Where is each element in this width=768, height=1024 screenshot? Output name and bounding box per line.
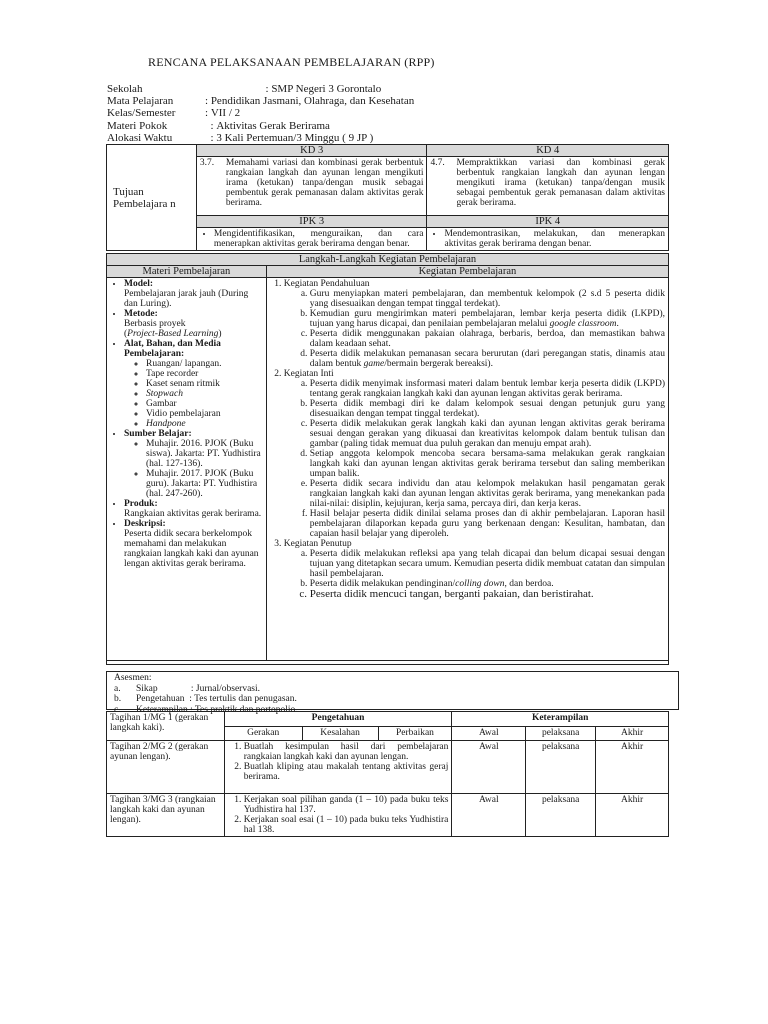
cell-awal: Awal: [452, 741, 526, 794]
identity-block: [107, 83, 414, 144]
penutup-item: b. Peserta didik melakukan pendinginan/colling down, dan berdoa.: [310, 579, 665, 589]
inti-item: e. Peserta didik secara individu dan atau kelompok melakukan hasil pengamatan gerak rangkaian langkah kaki dan ayunan lengan aktivitas gerak berirama, yang menekankan pada nilai-nilai: disiplin, kejujuran, kerja sama, percaya diri, dan kerja keras.: [310, 479, 665, 509]
cell-pelaksana: pelaksana: [526, 741, 596, 794]
tagihan-table: [106, 711, 669, 837]
sub-header-awal: Awal: [452, 726, 526, 741]
sub-header-akhir: Akhir: [596, 726, 669, 741]
materi-alat: • Alat, Bahan, dan Media Pembelajaran: ◦ Ruangan/ lapangan. ◦ Tape recorder ◦ Kaset senam ritmik ◦ Stopwach ◦ Gambar ◦ Vidio pembelajaran ◦ Handpone: [124, 339, 263, 429]
alat-item: ◦ Gambar: [146, 399, 263, 409]
kegiatan-list: [270, 279, 665, 599]
info-row-alokasi: Alokasi Waktu : 3 Kali Pertemuan/3 Minggu ( 9 JP ): [107, 131, 374, 144]
kegiatan-penutup: 3. Kegiatan Penutup a. Peserta didik melakukan refleksi apa yang telah dicapai dan belum dicapai sesuai dengan tujuan yang ditetapkan secara umum. Kemudian peserta didik membuat catatan dan simpulan hasil pembelajaran. b. Peserta didik melakukan pendinginan/colling down, dan berdoa. c. Peserta didik mencuci tangan, berganti pakaian, dan beristirahat.: [284, 539, 665, 599]
tagihan-row-label: Tagihan 1/MG 1 (gerakan langkah kaki).: [107, 712, 225, 741]
cell-awal: Awal: [452, 794, 526, 837]
sub-header-perbaikan: Perbaikan: [378, 726, 452, 741]
inti-item: b. Peserta didik membagi diri ke dalam kelompok sesuai dengan petunjuk guru yang disesuaikan dengan tempat tinggal terdekat).: [310, 399, 665, 419]
tujuan-label: Tujuan Pembelajara n: [107, 145, 197, 251]
kegiatan-header: Kegiatan Pembelajaran: [266, 266, 668, 278]
kd3-header: KD 3: [196, 145, 427, 157]
kd4-header: KD 4: [427, 145, 669, 157]
langkah-table: [106, 253, 669, 665]
pendahuluan-item: b. Kemudian guru mengirimkan materi pembelajaran, lembar kerja peserta didik (LKPD), tujuan yang harus dicapai, dan penilaian pembelajaran melalui google classroom.: [310, 309, 665, 329]
penutup-item: c. Peserta didik mencuci tangan, berganti pakaian, dan beristirahat.: [310, 589, 665, 599]
inti-item: c. Peserta didik melakukan gerak langkah kaki dan ayunan lengan aktivitas gerak berirama sesuai dengan gerakan yang dikuasai dan kreativitas kelompok dalam bentuk tulisan dan gambar (paling tidak memuat dua puluh gerakan dan menuju empat arah).: [310, 419, 665, 449]
materi-sumber: • Sumber Belajar: ◦ Muhajir. 2016. PJOK (Buku siswa). Jakarta: PT. Yudhistira (hal. 127-136). ◦ Muhajir. 2017. PJOK (Buku guru). Jakarta: PT. Yudhistira (hal. 247-260).: [124, 429, 263, 499]
keterampilan-header: Keterampilan: [452, 712, 669, 727]
alat-item: ◦ Ruangan/ lapangan.: [146, 359, 263, 369]
sub-header-pelaksana: pelaksana: [526, 726, 596, 741]
ipk3-text: • Mengidentifikasikan, menguraikan, dan cara menerapkan aktivitas gerak berirama dengan benar.: [196, 228, 427, 251]
kegiatan-inti: 2. Kegiatan Inti a. Peserta didik menyimak insformasi materi dalam bentuk lembar kerja peserta didik (LKPD) tentang gerak rangkaian langkah kaki dan ayunan lengan aktivitas gerak berirama. b. Peserta didik membagi diri ke dalam kelompok sesuai dengan petunjuk guru yang disesuaikan dengan tempat tinggal terdekat). c. Peserta didik melakukan gerak langkah kaki dan ayunan lengan aktivitas gerak berirama sesuai dengan gerakan yang dikuasai dan kreativitas kelompok dalam bentuk tulisan dan gambar (paling tidak memuat dua puluh gerakan dan menuju empat arah). d. Setiap anggota kelompok mencoba secara bersama-sama melakukan gerak rangkaian langkah kaki dan ayunan lengan aktivitas gerak berirama tersebut dan saling memberikan umpan balik. e. Peserta didik secara individu dan atau kelompok melakukan hasil pengamatan gerak rangkaian langkah kaki dan ayunan lengan aktivitas gerak berirama, yang menekankan pada nilai-nilai: disiplin, kejujuran, kerja sama, percaya diri, dan kerja keras. f. Hasil belajar peserta didik dinilai selama proses dan di akhir pembelajaran. Laporan hasil pembelajaran dilaporkan kepada guru yang berkenaan dengan: Kesulitan, hambatan, dan capaian hasil belajar yang diperoleh.: [284, 369, 665, 539]
info-row-mapel: Mata Pelajaran : Pendidikan Jasmani, Olahraga, dan Kesehatan: [107, 95, 415, 108]
document-title: RENCANA PELAKSANAAN PEMBELAJARAN (RPP): [148, 55, 435, 69]
kegiatan-pendahuluan: 1. Kegiatan Pendahuluan a. Guru menyiapkan materi pembelajaran, dan membentuk kelompok (2 s.d 5 peserta didik yang disesuaikan dengan tempat tinggal terdekat). b. Kemudian guru mengirimkan materi pembelajaran, lembar kerja peserta didik (LKPD), tujuan yang harus dicapai, dan penilaian pembelajaran melalui google classroom. c. Peserta didik menggunakan pakaian olahraga, berbaris, berdoa, dan memastikan bahwa dalam keadaan sehat. d. Peserta didik melakukan pemanasan secara berurutan (dari peregangan statis, dinamis atau dalam bentuk game/bermain bergerak bereaksi).: [284, 279, 665, 369]
materi-cell: [107, 278, 267, 661]
pendahuluan-item: d. Peserta didik melakukan pemanasan secara berurutan (dari peregangan statis, dinamis atau dalam bentuk game/bermain bergerak bereaksi).: [310, 349, 665, 369]
tagihan-tasks: [224, 741, 452, 794]
alat-item: ◦ Stopwach: [146, 389, 263, 399]
pengetahuan-header: Pengetahuan: [224, 712, 452, 727]
info-row-sekolah: Sekolah : SMP Negeri 3 Gorontalo: [107, 83, 382, 95]
cell-pelaksana: pelaksana: [526, 794, 596, 837]
sumber-item: ◦ Muhajir. 2017. PJOK (Buku guru). Jakarta: PT. Yudhistira (hal. 247-260).: [146, 469, 263, 499]
penutup-item: a. Peserta didik melakukan refleksi apa yang telah dicapai dan belum dicapai sesuai dengan tujuan yang ditetapkan secara umum. Kemudian peserta didik membuat catatan dan simpulan hasil pembelajaran.: [310, 549, 665, 579]
sumber-item: ◦ Muhajir. 2016. PJOK (Buku siswa). Jakarta: PT. Yudhistira (hal. 127-136).: [146, 439, 263, 469]
asesmen-item: b. Pengetahuan : Tes tertulis dan penugasan.: [114, 694, 297, 704]
task-item: 2. Kerjakan soal esai (1 – 10) pada buku teks Yudhistira hal 138.: [244, 815, 449, 835]
tagihan-tasks: [224, 794, 452, 837]
task-item: 2. Buatlah kliping atau makalah tentang aktivitas geraj berirama.: [244, 762, 449, 782]
inti-item: f. Hasil belajar peserta didik dinilai selama proses dan di akhir pembelajaran. Laporan hasil pembelajaran dilaporkan kepada guru yang berkenaan dengan: Kesulitan, hambatan, dan capaian hasil belajar yang diperoleh.: [310, 509, 665, 539]
sub-header-gerakan: Gerakan: [224, 726, 302, 741]
kd4-text: 4.7. Mempraktikkan variasi dan kombinasi gerak berbentuk rangkaian langkah dan ayunan lengan mengikuti irama (ketukan) tanpa/dengan musik sebagai pembentuk gerak pemanasan dalam aktivitas gerak berirama.: [427, 157, 669, 216]
materi-header: Materi Pembelajaran: [107, 266, 267, 278]
ipk3-header: IPK 3: [196, 216, 427, 228]
pendahuluan-item: a. Guru menyiapkan materi pembelajaran, dan membentuk kelompok (2 s.d 5 peserta didik yang disesuaikan dengan tempat tinggal terdekat).: [310, 289, 665, 309]
inti-item: d. Setiap anggota kelompok mencoba secara bersama-sama melakukan gerak rangkaian langkah kaki dan ayunan lengan aktivitas gerak berirama tersebut dan saling memberikan umpan balik.: [310, 449, 665, 479]
ipk4-text: • Mendemontrasikan, melakukan, dan menerapkan aktivitas gerak berirama dengan benar.: [427, 228, 669, 251]
materi-produk: • Produk: Rangkaian aktivitas gerak berirama.: [124, 499, 263, 519]
cell-akhir: Akhir: [596, 794, 669, 837]
spacer-row: [107, 661, 669, 665]
materi-list: [110, 279, 263, 569]
alat-item: ◦ Kaset senam ritmik: [146, 379, 263, 389]
langkah-header: Langkah-Langkah Kegiatan Pembelajaran: [107, 254, 669, 266]
kegiatan-cell: [266, 278, 668, 661]
cell-akhir: Akhir: [596, 741, 669, 794]
materi-deskripsi: • Deskripsi: Peserta didik secara berkelompok memahami dan melakukan rangkaian langkah kaki dan ayunan lengan aktivitas gerak berirama.: [124, 519, 263, 569]
asesmen-box: [106, 671, 679, 715]
materi-model: • Model: Pembelajaran jarak jauh (During dan Luring).: [124, 279, 263, 309]
ipk4-header: IPK 4: [427, 216, 669, 228]
inti-item: a. Peserta didik menyimak insformasi materi dalam bentuk lembar kerja peserta didik (LKPD) tentang gerak rangkaian langkah kaki dan ayunan lengan aktivitas gerak berirama.: [310, 379, 665, 399]
task-item: 1. Buatlah kesimpulan hasil dari pembelajaran rangkaian langkah kaki dan ayunan lengan.: [244, 742, 449, 762]
asesmen-item: c. Keterampilan : Tes praktik dan portopolio.: [114, 704, 298, 715]
alat-item: ◦ Tape recorder: [146, 369, 263, 379]
asesmen-title: Asesmen:: [114, 673, 152, 683]
alat-item: ◦ Vidio pembelajaran: [146, 409, 263, 419]
alat-item: ◦ Handpone: [146, 419, 263, 429]
kd-table: [106, 144, 669, 251]
tagihan-row-label: Tagihan 3/MG 3 (rangkaian langkah kaki dan ayunan lengan).: [107, 794, 225, 837]
info-row-kelas: Kelas/Semester : VII / 2: [107, 107, 241, 120]
task-item: 1. Kerjakan soal pilihan ganda (1 – 10) pada buku teks Yudhistira hal 137.: [244, 795, 449, 815]
tagihan-row-label: Tagihan 2/MG 2 (gerakan ayunan lengan).: [107, 741, 225, 794]
materi-metode: • Metode: Berbasis proyek (Project-Based Learning): [124, 309, 263, 339]
sub-header-kesalahan: Kesalahan: [302, 726, 378, 741]
info-row-materi: Materi Pokok : Aktivitas Gerak Berirama: [107, 119, 330, 132]
kd3-text: 3.7. Memahami variasi dan kombinasi gerak berbentuk rangkaian langkah dan ayunan lengan mengikuti irama (ketukan) tanpa/dengan musik sebagai pembentuk gerak pemanasan dalam aktivitas gerak berirama.: [196, 157, 427, 216]
pendahuluan-item: c. Peserta didik menggunakan pakaian olahraga, berbaris, berdoa, dan memastikan bahwa dalam keadaan sehat.: [310, 329, 665, 349]
asesmen-item: a. Sikap : Jurnal/observasi.: [114, 683, 261, 694]
